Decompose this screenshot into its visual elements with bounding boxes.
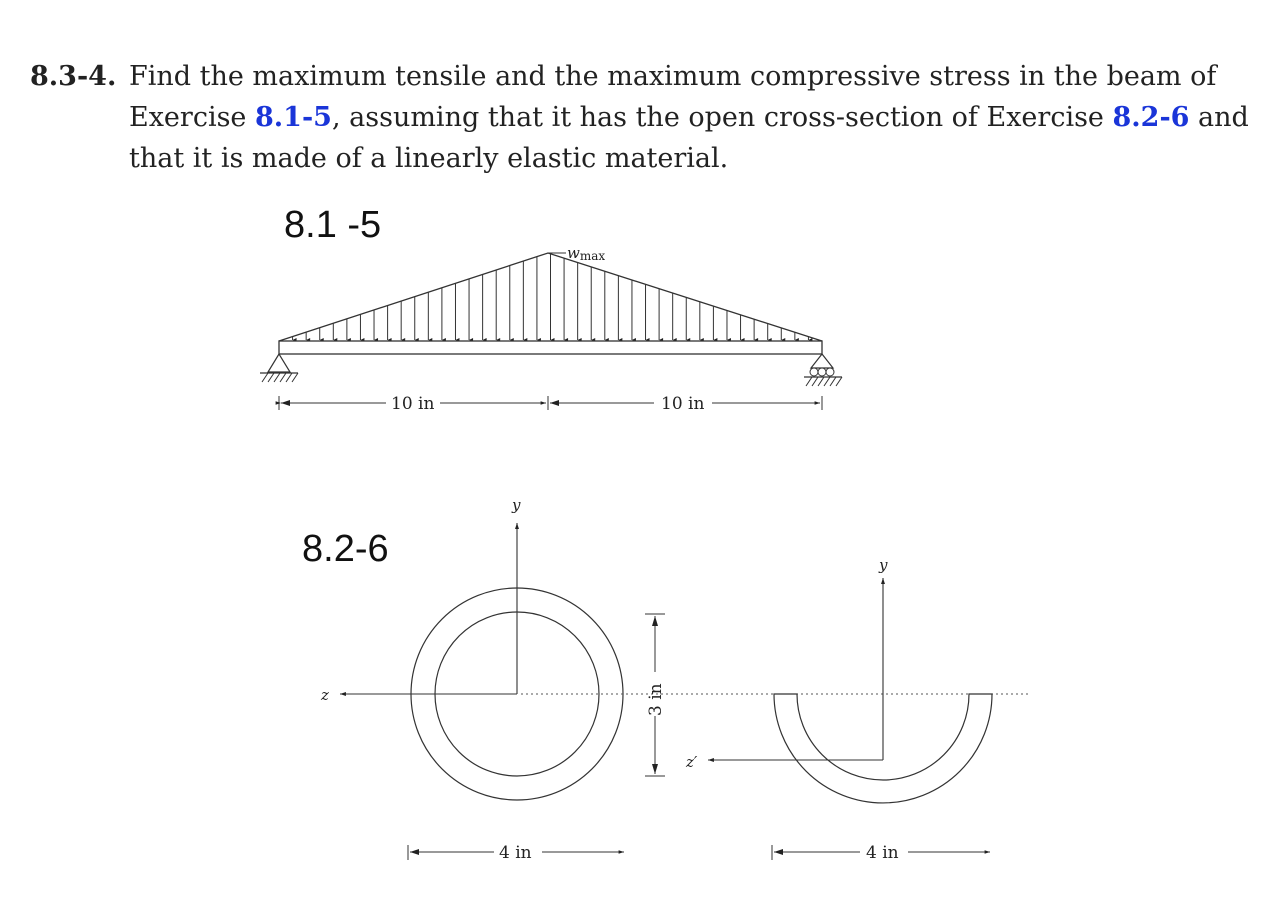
width-dimension-right: [772, 843, 990, 863]
roller-support-right: [804, 354, 842, 386]
left-span-label: 10 in: [391, 394, 435, 414]
right-width-label: 4 in: [866, 843, 899, 863]
beam-diagram: [260, 244, 842, 414]
problem-number: 8.3-4.: [30, 61, 117, 92]
height-dim-label: 3 in: [646, 683, 666, 716]
pin-support-left: [260, 354, 298, 382]
z-axis-right-label: z′: [686, 753, 698, 771]
right-span-label: 10 in: [661, 394, 705, 414]
wmax-label: wmax: [567, 244, 606, 263]
section-figure-label: 8.2-6: [302, 528, 389, 570]
y-axis-left-label: y: [512, 496, 521, 514]
span-dimensions: [279, 394, 822, 414]
width-dimension-left: [408, 843, 624, 863]
height-dimension: [645, 614, 666, 776]
beam-figure-label: 8.1 -5: [284, 204, 382, 246]
beam: [279, 341, 822, 354]
problem-text-part3: and that it is made of a linearly elastic material.: [129, 102, 1249, 174]
section-diagram: [320, 496, 1030, 863]
exercise-link-8-1-5[interactable]: 8.1-5: [255, 102, 332, 133]
load-arrows: [293, 254, 809, 340]
problem-text-part2: , assuming that it has the open cross-section of Exercise: [331, 102, 1113, 133]
left-width-label: 4 in: [499, 843, 532, 863]
y-axis-right-label: y: [879, 556, 888, 574]
z-axis-left-label: z: [321, 686, 329, 704]
exercise-link-8-2-6[interactable]: 8.2-6: [1112, 102, 1190, 133]
problem-text-part1: Find the maximum tensile and the maximum compressive stress in the beam of Exercise: [129, 61, 1217, 133]
